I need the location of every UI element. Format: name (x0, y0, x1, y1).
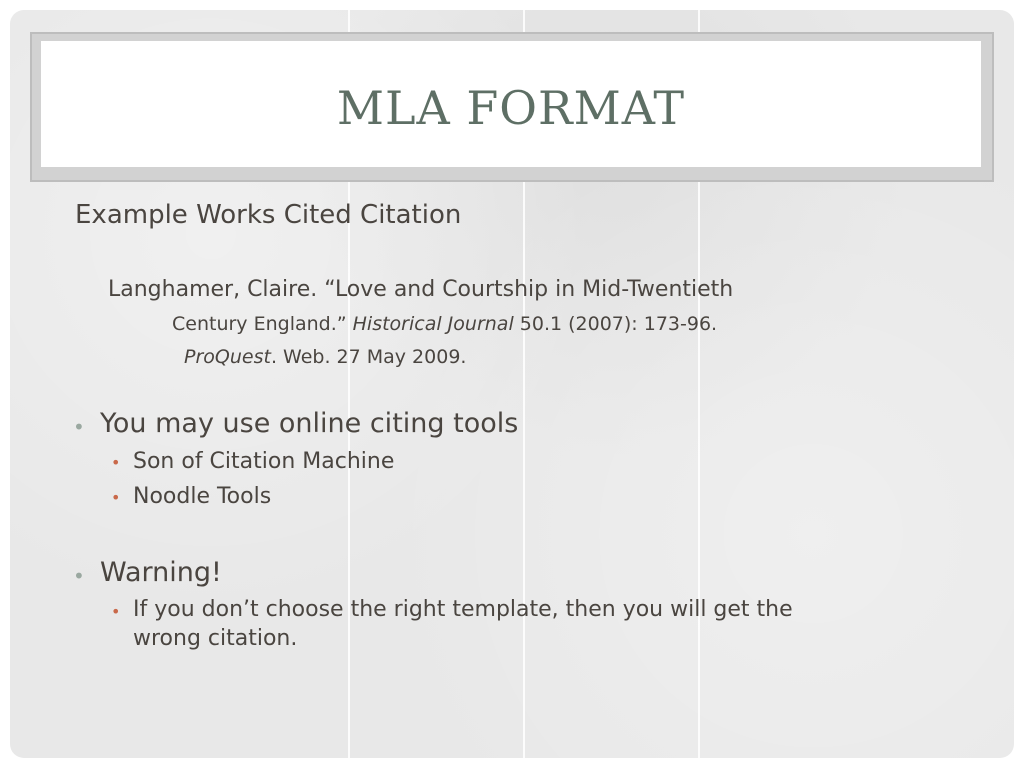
slide-title: MLA FORMAT (336, 81, 686, 135)
citation-suffix: 50.1 (2007): 173-96. (513, 313, 718, 335)
sub-bullet-icon: • (111, 488, 121, 507)
bullet-icon: • (73, 564, 85, 588)
sub-bullet-icon: • (111, 602, 121, 621)
bullet-icon: • (73, 415, 85, 439)
citation-line-1: Langhamer, Claire. “Love and Courtship in Mid-Twentieth (108, 277, 734, 302)
database-name: ProQuest (184, 346, 271, 368)
citation-prefix: Century England.” (172, 313, 353, 335)
sub-bullet-icon: • (111, 453, 121, 472)
sub-bullet-item: Noodle Tools (133, 484, 272, 509)
slide-content (10, 10, 1014, 758)
bullet-item: Warning! (100, 557, 222, 588)
sub-bullet-item: Son of Citation Machine (133, 449, 395, 474)
sub-bullet-item-continued: wrong citation. (133, 626, 298, 651)
citation-line-3 (184, 346, 466, 368)
sub-bullet-item: If you don’t choose the right template, then you will get the (133, 597, 793, 622)
citation-web-date: . Web. 27 May 2009. (270, 346, 467, 368)
bullet-item: You may use online citing tools (100, 408, 519, 439)
journal-title: Historical Journal (352, 313, 514, 335)
citation-line-2 (172, 313, 717, 335)
subheading: Example Works Cited Citation (75, 200, 462, 230)
slide (10, 10, 1014, 758)
